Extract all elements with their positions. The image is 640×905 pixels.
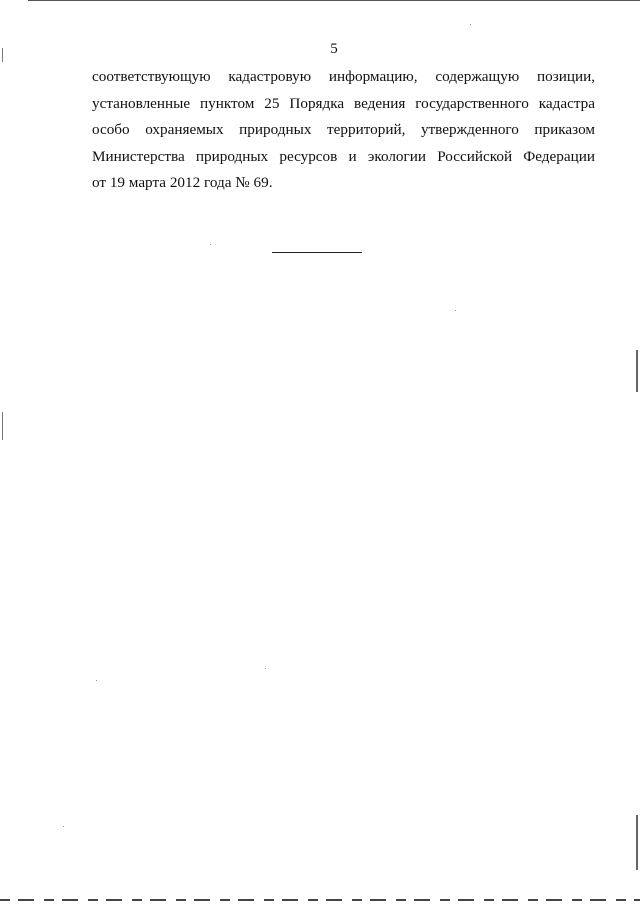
scan-margin-mark (636, 815, 638, 870)
scan-edge-bottom (0, 899, 640, 901)
scan-speck (210, 244, 211, 245)
scan-margin-mark (636, 350, 638, 392)
page-number: 5 (330, 41, 338, 57)
scan-speck (63, 826, 64, 827)
scan-speck (470, 24, 471, 25)
paragraph-line: особо охраняемых природных территорий, утвержденного приказом (92, 121, 595, 138)
scan-margin-mark (2, 48, 3, 62)
scan-speck (455, 310, 456, 311)
paragraph-line: установленные пунктом 25 Порядка ведения государственного кадастра (92, 94, 595, 112)
paragraph-line: Министерства природных ресурсов и экологии Российской Федерации (92, 147, 595, 165)
paragraph-line: от 19 марта 2012 года № 69. (92, 174, 273, 191)
scan-speck (265, 668, 266, 669)
body-paragraph (92, 64, 595, 197)
scan-speck (96, 680, 97, 681)
paragraph-line: соответствующую кадастровую информацию, содержащую позиции, (92, 68, 595, 85)
scan-edge-top (28, 0, 640, 1)
scan-margin-mark (2, 412, 3, 440)
end-separator-line (272, 252, 362, 253)
